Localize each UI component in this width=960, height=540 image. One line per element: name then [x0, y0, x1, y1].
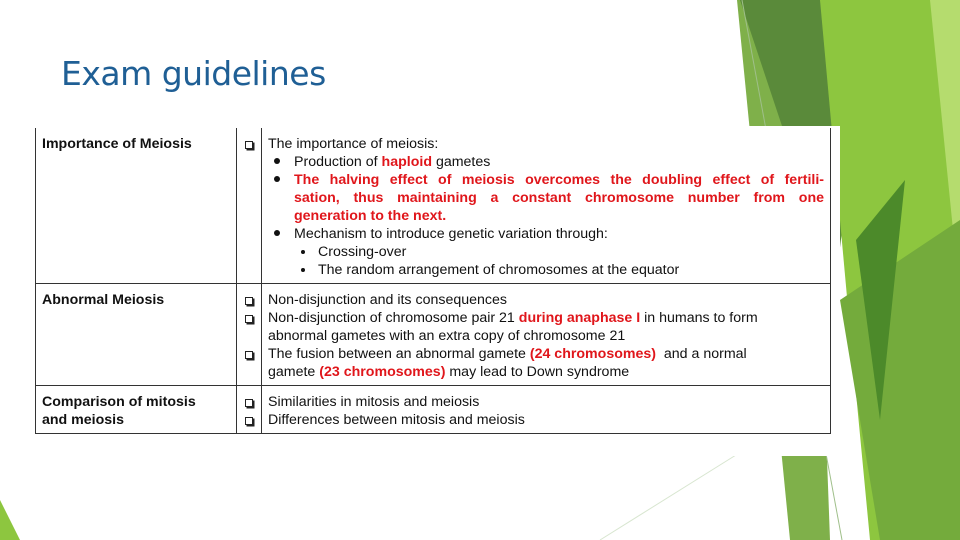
checkbox-bullet-icon [243, 309, 255, 327]
table-row [36, 284, 831, 386]
topic-cell [36, 128, 237, 284]
item-text: Non-disjunction and its consequences [268, 292, 507, 308]
topic-cell [36, 386, 237, 434]
topic-label: Comparison of mitosis [42, 394, 196, 410]
item-text-part: may lead to Down syndrome [445, 364, 630, 380]
marker-cell [237, 284, 262, 386]
table-row [36, 386, 831, 434]
sub-list-item: The random arrangement of chromosomes at the equator [318, 261, 824, 279]
item-text: Differences between mitosis and meiosis [268, 412, 525, 428]
bullet-list [268, 153, 824, 279]
green-shape-left [0, 500, 20, 540]
page-title: Exam guidelines [61, 54, 326, 93]
sub-bullet-list [294, 243, 824, 279]
guidelines-document [33, 126, 840, 456]
topic-label: and meiosis [42, 412, 125, 428]
topic-label: Abnormal Meiosis [42, 292, 165, 308]
highlight-text: (24 chromosomes) [529, 346, 657, 362]
checkbox-bullet-icon [243, 135, 255, 153]
item-text [268, 345, 824, 363]
checkbox-bullet-icon [243, 411, 255, 429]
content-cell [262, 386, 831, 434]
item-text-part: and a normal [656, 346, 747, 362]
bullet-text: Mechanism to introduce genetic variation through: [294, 226, 608, 242]
item-text-part: Non-disjunction of chromosome pair 21 [268, 310, 519, 326]
item-text: abnormal gametes with an extra copy of chromosome 21 [268, 328, 626, 344]
highlight-text: during anaphase I [518, 310, 641, 326]
list-item [294, 171, 824, 225]
highlight-text: (23 chromosomes) [319, 364, 446, 380]
intro-text: The importance of meiosis: [268, 136, 439, 152]
item-text-part: in humans to form [640, 310, 758, 326]
item-text-part: gamete [268, 364, 320, 380]
content-cell [262, 284, 831, 386]
guidelines-table [35, 128, 831, 434]
highlight-line: sation, thus maintaining a constant chromosome number from one [294, 190, 824, 206]
checkbox-bullet-icon [243, 345, 255, 363]
topic-cell [36, 284, 237, 386]
bullet-text: gametes [432, 154, 491, 170]
item-text [268, 309, 824, 327]
highlight-line: The halving effect of meiosis overcomes the doubling effect of fertili- [294, 172, 824, 188]
list-item [294, 225, 824, 279]
bullet-text: Production of [294, 154, 382, 170]
highlight-line: generation to the next. [294, 208, 447, 224]
item-text-part: The fusion between an abnormal gamete [268, 346, 530, 362]
marker-cell [237, 386, 262, 434]
content-cell [262, 128, 831, 284]
marker-cell [237, 128, 262, 284]
item-text: Similarities in mitosis and meiosis [268, 394, 480, 410]
topic-label: Importance of Meiosis [42, 136, 192, 152]
list-item [294, 153, 824, 171]
checkbox-bullet-icon [243, 393, 255, 411]
checkbox-bullet-icon [243, 291, 255, 309]
sub-list-item: Crossing-over [318, 243, 824, 261]
highlight-text: haploid [381, 154, 432, 170]
table-row [36, 128, 831, 284]
item-text [268, 363, 824, 381]
